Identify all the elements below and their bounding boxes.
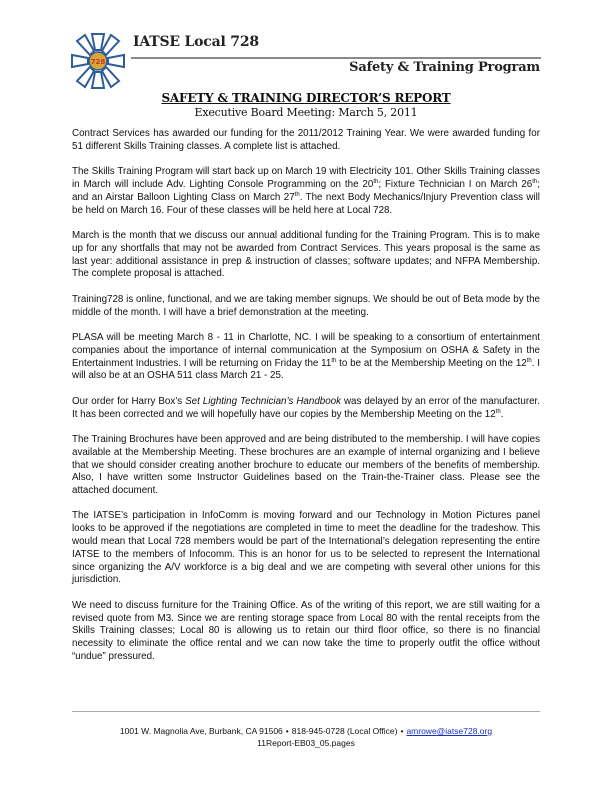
footer-divider [72, 711, 540, 712]
report-title: SAFETY & TRAINING DIRECTOR’S REPORT [161, 91, 451, 105]
paragraph-training728: Training728 is online, functional, and we are taking member signups. We should be out of Beta mode by the middle of the month. I will have a brief demonstration at the meeting. [72, 293, 540, 318]
book-title: Set Lighting Technician’s Handbook [185, 395, 342, 407]
paragraph-infocomm: The IATSE’s participation in InfoComm is moving forward and our Technology in Motion Pictures panel looks to be approved if the negotiations are completed in time to meet the deadline for the tradeshow. This would mean that Local 728 members would be part of the International’s delegation representing the entire IATSE to the members of Infocomm. This is an honor for us to be selected to represent the International since organizing the A/V workforce is a big deal and we are competing with several other unions for this jurisdiction. [72, 510, 540, 586]
footer-email-link[interactable]: amrowe@iatse728.org [406, 726, 493, 736]
paragraph-handbook-order: Our order for Harry Box’s Set Lighting Technician’s Handbook was delayed by an error of the manufacturer. It has been corrected and we will hopefully have our copies by the Membership Meeting on the 12th. [72, 395, 540, 420]
iatse-logo-icon [68, 30, 128, 92]
report-body [72, 128, 540, 676]
program-name: Safety & Training Program [349, 60, 540, 75]
bullet-separator: • [400, 726, 404, 736]
paragraph-plasa: PLASA will be meeting March 8 - 11 in Charlotte, NC. I will be speaking to a consortium of entertainment companies about the importance of internal communication at the Symposium on OSHA & Safety in the Entertainment Industries. I will be returning on Friday the 11th to be at the Membership Meeting on the 12th. I will also be at an OSHA 511 class March 21 - 25. [72, 331, 540, 382]
paragraph-brochures: The Training Brochures have been approved and are being distributed to the membership. I will have copies available at the Membership Meeting. These brochures are an example of internal organizing and I believe that we should consider creating another brochure to educate our members of the benefits of membership. Also, I have written some Instructor Guidelines based on the Train-the-Trainer class. Please see the attached document. [72, 433, 540, 497]
footer-contact-line [0, 725, 612, 737]
footer [0, 725, 612, 749]
report-subtitle: Executive Board Meeting: March 5, 2011 [194, 106, 418, 119]
footer-phone: 818-945-0728 (Local Office) [291, 726, 398, 736]
paragraph-furniture: We need to discuss furniture for the Training Office. As of the writing of this report, we are still waiting for a revised quote from M3. Since we are renting storage space from Local 80 with the rental receipts from the Skills Training classes; Local 80 is allowing us to retain our third floor office, so there is no financial necessity to eliminate the office rental and we can now take the time to properly outfit the office without “undue” pressured. [72, 599, 540, 663]
footer-filename: 11Report-EB03_05.pages [257, 738, 355, 748]
header-divider [131, 57, 541, 59]
paragraph-additional-funding: March is the month that we discuss our annual additional funding for the Training Program. This is to make up for any shortfalls that may not be awarded from Contract Services. This years proposal is the same as last year: additional assistance in prep & instruction of classes; software updates; and NFPA Membership. The complete proposal is attached. [72, 229, 540, 280]
org-name: IATSE Local 728 [133, 34, 259, 50]
paragraph-funding: Contract Services has awarded our funding for the 2011/2012 Training Year. We were awarded funding for 51 different Skills Training classes. A complete list is attached. [72, 128, 540, 152]
svg-text:728: 728 [90, 58, 106, 66]
bullet-separator: • [285, 726, 289, 736]
paragraph-skills-training: The Skills Training Program will start back up on March 19 with Electricity 101. Other Skills Training classes in March will include Adv. Lighting Console Programming on the 20th; Fixture Technician I on March 26th; and an Airstar Balloon Lighting Class on March 27th. The next Body Mechanics/Injury Prevention class will be held on March 16. Four of these classes will be held here at Local 728. [72, 166, 540, 216]
footer-address: 1001 W. Magnolia Ave, Burbank, CA 91506 [119, 726, 283, 736]
